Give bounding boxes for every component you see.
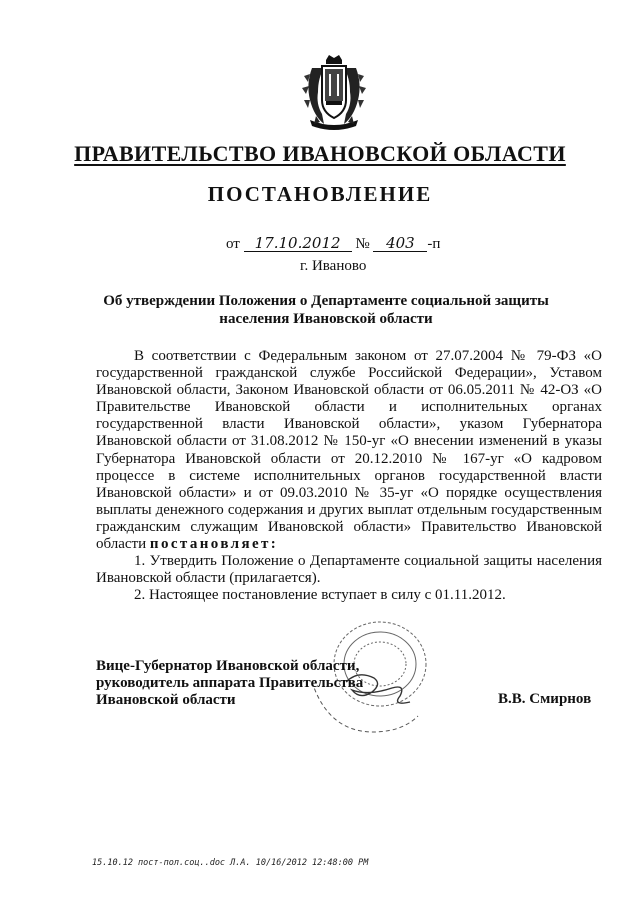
resolution-item-1: 1. Утвердить Положение о Департаменте социальной защиты населения Ивановской области (прилагается). [96, 553, 602, 587]
document-type: ПОСТАНОВЛЕНИЕ [207, 182, 433, 206]
signer-position-line-2: руководитель аппарата Правительства [96, 675, 364, 691]
government-title: ПРАВИТЕЛЬСТВО ИВАНОВСКОЙ ОБЛАСТИ [74, 141, 566, 166]
subject-line-2: населения Ивановской области [219, 311, 433, 327]
number-suffix: -п [427, 236, 441, 252]
resolving-subject: Правительство Ивановской области [96, 518, 602, 553]
handwritten-number: 403 [373, 236, 427, 252]
city: г. Иваново [300, 258, 367, 274]
resolving-word: постановляет: [149, 536, 279, 553]
document-body [96, 348, 602, 604]
registration-line [226, 236, 440, 253]
document-subject [96, 292, 556, 328]
signer-position-line-1: Вице-Губернатор Ивановской области, [96, 658, 360, 674]
signer-position [96, 658, 363, 709]
signer-name: В.В. Смирнов [498, 691, 592, 707]
signer-position-line-3: Ивановской области [96, 692, 236, 708]
preamble-text: В соответствии с Федеральным законом от 27.07.2004 № 79-ФЗ «О государственной гражданской службе Российской Федерации», Уставом Ивановской области, Законом Ивановской области от 06.05.2011 № 42-ОЗ «О Правительстве Ивановской области и исполнительных органах государственной власти Ивановской области», указом Губернатора Ивановской области от 31.08.2012 № 150-уг «О внесении изменений в указы Губернатора Ивановской области от 20.12.2010 № 167-уг «О кадровом процессе в системе исполнительных органов государственной власти Ивановской области» и от 09.03.2010 № 35-уг «О порядке осуществления выплаты денежного содержания и других выплат отдельным государственным гражданским служащим Ивановской области» [96, 348, 602, 535]
subject-line-1: Об утверждении Положения о Департаменте социальной защиты [103, 293, 549, 309]
preamble-paragraph [96, 348, 602, 553]
handwritten-date: 17.10.2012 [244, 236, 352, 252]
number-label: № [355, 236, 370, 252]
file-footer: 15.10.12 пост-пол.соц..doc Л.А. 10/16/2012 12:48:00 PM [92, 858, 369, 868]
coat-of-arms-icon [296, 54, 372, 130]
resolution-item-2: 2. Настоящее постановление вступает в силу с 01.11.2012. [134, 587, 506, 604]
date-label: от [226, 236, 240, 252]
